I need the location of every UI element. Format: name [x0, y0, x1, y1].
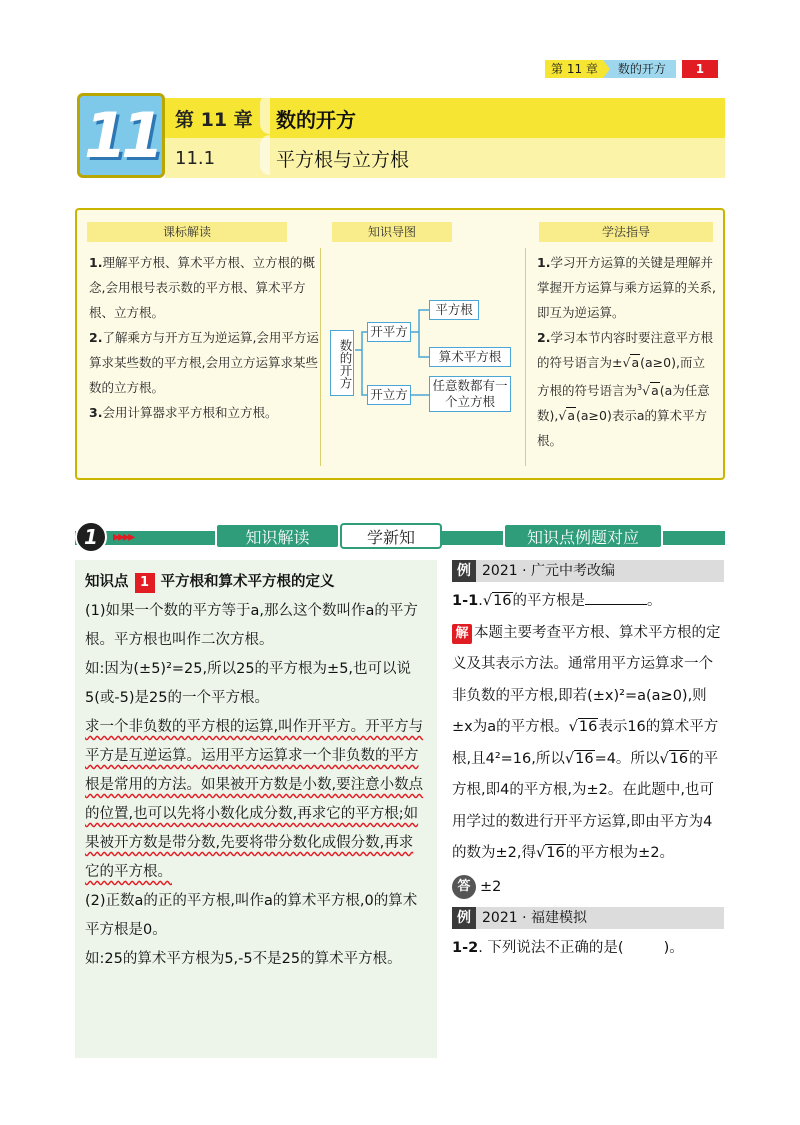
chapter-title-row: [165, 98, 725, 138]
section-label: 11.1: [175, 147, 216, 169]
running-header-chapter: 第 11 章: [545, 60, 604, 78]
example-header: [452, 907, 724, 929]
method-item: 2.学习本节内容时要注意平方根的符号语言为±√a(a≥0),而立方根的符号语言为$^3$√a(a为任意数),√a(a≥0)表示a的算术平方根。: [537, 330, 713, 449]
knowledge-point-heading: 平方根和算术平方根的定义: [160, 574, 335, 590]
mindmap-root: 数的开方: [330, 330, 354, 396]
sqrt-symbol: √: [622, 355, 631, 370]
knowledge-point-label: 知识点: [85, 574, 129, 590]
sqrt-symbol: √: [659, 750, 669, 767]
overview-heading-method: 学法指导: [539, 222, 713, 242]
solution-tag: 解: [452, 624, 472, 644]
knowledge-column: [75, 560, 437, 1058]
standards-item: 2.了解乘方与开方互为逆运算,会用平方运算求某些数的平方根,会用立方运算求某些数的立方根。: [89, 330, 319, 395]
running-header: [545, 60, 718, 78]
knowledge-paragraph: (1)如果一个数的平方等于a,那么这个数叫作a的平方根。平方根也叫作二次方根。: [85, 603, 418, 648]
mindmap-branch-square: 开平方: [367, 322, 411, 342]
answer-tag: 答: [452, 875, 476, 899]
example-header: [452, 560, 724, 582]
example-answer: 答 ±2: [452, 872, 724, 904]
standards-item: 3.会用计算器求平方根和立方根。: [89, 405, 278, 420]
sqrt-symbol: √: [564, 750, 575, 767]
section-strip: [75, 521, 725, 551]
example-tag: 例: [452, 907, 476, 929]
examples-column: [452, 560, 724, 1058]
example-source: 2021 · 福建模拟: [482, 910, 587, 926]
knowledge-paragraph: 如:25的算术平方根为5,-5不是25的算术平方根。: [85, 951, 402, 967]
tab-knowledge-reading: 知识解读: [215, 523, 340, 549]
chapter-number-badge: [77, 93, 165, 178]
knowledge-paragraph: 如:因为(±5)²=25,所以25的平方根为±5,也可以说5(或-5)是25的一个平方根。: [85, 661, 412, 706]
sqrt-symbol: √: [558, 408, 567, 424]
tab-learn-new: 学新知: [340, 523, 442, 549]
example-tag: 例: [452, 560, 476, 582]
overview-heading-mindmap: 知识导图: [332, 222, 452, 242]
overview-heading-standards: 课标解读: [87, 222, 287, 242]
sqrt-symbol: √: [568, 719, 578, 735]
tab-examples: 知识点例题对应: [503, 523, 663, 549]
arrow-icon: ▸▸▸▸: [113, 529, 134, 545]
sqrt-symbol: √: [642, 383, 651, 399]
example-question: 1-1.√16的平方根是 。: [452, 593, 662, 609]
knowledge-point-number: 1: [135, 573, 155, 593]
knowledge-point-title: [85, 568, 427, 597]
method-list: [537, 250, 717, 453]
sqrt-symbol: √: [535, 845, 546, 861]
chapter-label: 第 11 章: [175, 108, 253, 131]
chapter-title: 数的开方: [260, 104, 356, 133]
section-number: 1: [75, 521, 107, 553]
section-title-row: [165, 138, 725, 178]
example-question: 1-2. 下列说法不正确的是( )。: [452, 940, 684, 956]
mindmap-leaf-square-root: 平方根: [429, 300, 479, 320]
example-solution: 解 本题主要考查平方根、算术平方根的定义及其表示方法。通常用平方运算求一个非负数的平方根,即若(±x)²=a(a≥0),则±x为a的平方根。√16表示16的算术平方根,且4²=16,所以√16=4。所以√16的平方根,即4的平方根,为±2。在此题中,也可用学过的数进行开平方运算,即由平方为4的数为±2,得√16的平方根为±2。: [452, 624, 721, 861]
method-item: 1.学习开方运算的关键是理解并掌握开方运算与乘方运算的关系,即互为逆运算。: [537, 255, 716, 320]
knowledge-paragraph-highlight: 求一个非负数的平方根的运算,叫作开平方。开平方与平方是互逆运算。运用平方运算求一个非负数的平方根是常用的方法。如果被开方数是小数,要注意小数点的位置,也可以先将小数化成分数,再求它的平方根;如果被开方数是带分数,先要将带分数化成假分数,再求它的平方根。: [85, 719, 424, 880]
example-source: 2021 · 广元中考改编: [482, 563, 615, 579]
mindmap-branch-cube: 开立方: [367, 385, 411, 405]
answer-blank: [585, 591, 647, 605]
page-number: 1: [682, 60, 718, 78]
overview-box: [75, 208, 725, 480]
running-header-name: 数的开方: [604, 60, 676, 78]
standards-item: 1.理解平方根、算术平方根、立方根的概念,会用根号表示数的平方根、算术平方根、立方根。: [89, 255, 315, 320]
mindmap-leaf-cube-root: 任意数都有一个立方根: [429, 376, 511, 412]
mindmap-leaf-arith-root: 算术平方根: [429, 347, 511, 367]
sqrt-symbol: √: [482, 593, 493, 609]
chapter-number: 11: [83, 99, 159, 172]
section-title: 平方根与立方根: [260, 145, 409, 172]
knowledge-paragraph: (2)正数a的正的平方根,叫作a的算术平方根,0的算术平方根是0。: [85, 893, 418, 938]
